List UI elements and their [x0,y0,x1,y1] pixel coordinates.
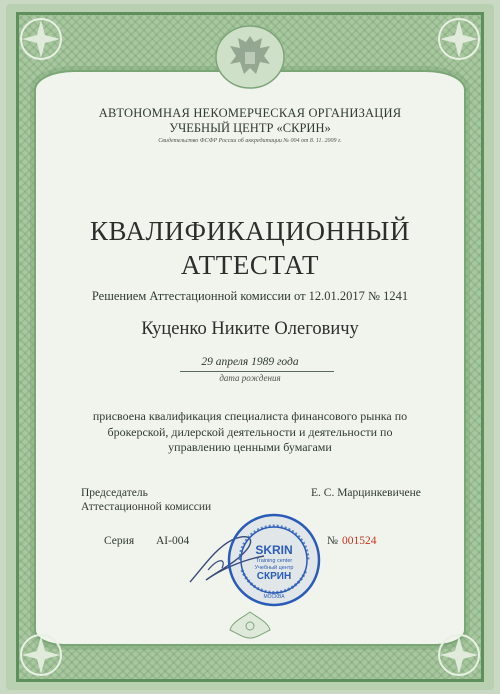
coat-of-arms-icon [214,24,286,90]
corner-ornament-icon [14,12,68,66]
series-label: Серия [104,535,135,547]
chair-title-line1: Председатель [81,487,148,499]
organization-name-line2: УЧЕБНЫЙ ЦЕНТР «СКРИН» [169,121,331,135]
birth-date: 29 апреля 1989 года [201,356,299,368]
chair-title-line2: Аттестационной комиссии [81,501,212,513]
stamp-city: МОСКВА [263,594,285,600]
commission-decision: Решением Аттестационной комиссии от 12.01.2017 № 1241 [91,289,409,303]
organization-stamp [226,512,322,608]
stamp-subtitle-en: Training center [255,558,293,564]
stamp-brand: SKRIN [255,543,293,557]
qualification-line: управлению ценными бумагами [168,440,332,454]
certificate-title-line1: КВАЛИФИКАЦИОННЫЙ [89,216,411,246]
certificate-number: 001524 [342,535,377,547]
corner-ornament-icon [432,628,486,682]
accreditation-note: Свидетельство ФСФР России об аккредитации № 004 от 8. 11. 2009 г. [158,138,342,144]
corner-ornament-icon [14,628,68,682]
birth-date-underline [180,371,334,372]
organization-name-line1: АВТОНОМНАЯ НЕКОМЕРЧЕСКАЯ ОРГАНИЗАЦИЯ [98,106,402,120]
qualification-text [0,409,500,456]
recipient-name: Куценко Никите Олеговичу [141,319,359,339]
corner-ornament-icon [432,12,486,66]
qualification-line: брокерской, дилерской деятельности и деятельности по [107,424,393,439]
qualification-line: присвоена квалификация специалиста финансового рынка по [92,409,408,423]
series-value: АI-004 [156,535,190,547]
certificate-title-line2: АТТЕСТАТ [180,250,320,280]
bottom-ornament-icon [228,610,272,640]
birth-date-caption: дата рождения [219,373,281,383]
stamp-brand-ru: СКРИН [256,571,292,582]
number-label: № [327,535,338,547]
chair-name: Е. С. Марцинкевичене [311,487,421,499]
stamp-subtitle-ru: Учебный центр [254,565,294,571]
